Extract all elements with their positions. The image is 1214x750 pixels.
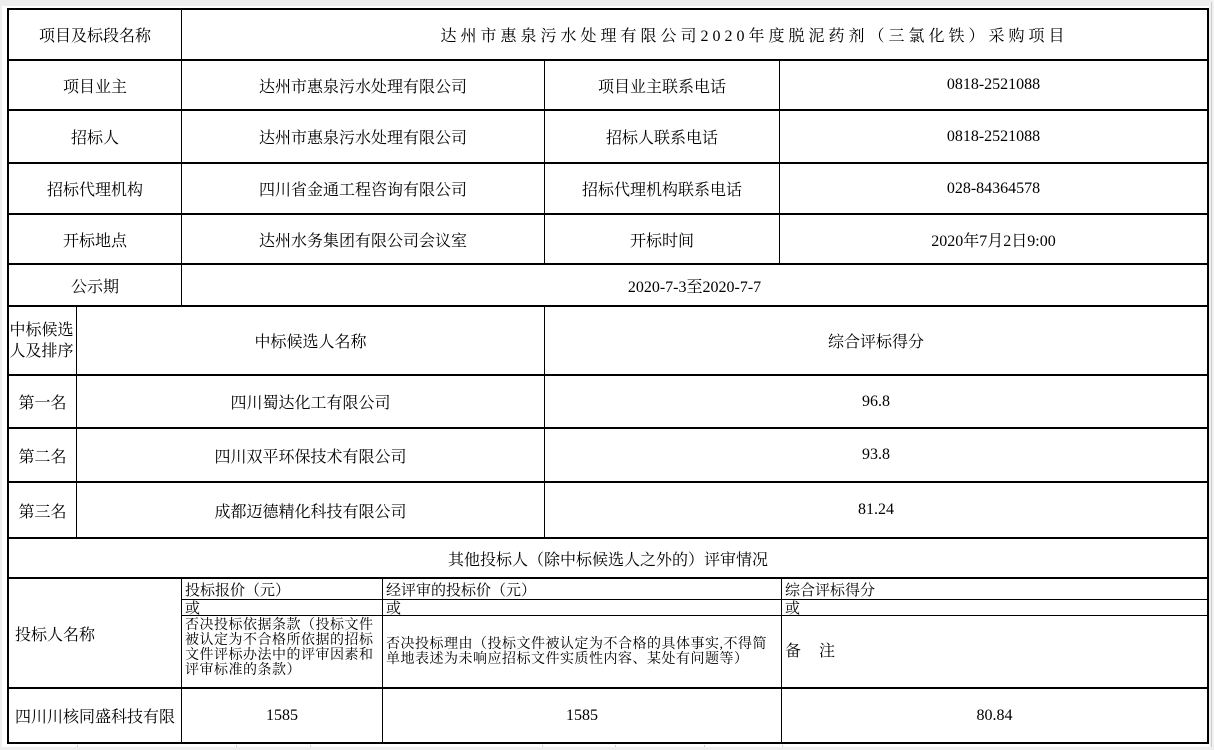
others-section-title: 其他投标人（除中标候选人之外的）评审情况 [447,551,768,569]
candidate-score: 93.8 [862,446,890,463]
score-header-cell [782,579,1207,687]
remark-header: 备 注 [785,643,837,660]
evaluated-price-header-cell [383,579,782,687]
table-row [9,111,1207,164]
other-bidder-evaluated-price: 1585 [383,689,782,742]
rejection-clause-header: 否决投标依据条款（投标文件被认定为不合格所依据的招标文件评标办法中的评审因素和评审标准的条款） [185,618,374,678]
others-section-row [9,539,1207,579]
project-name-label: 项目及标段名称 [9,10,182,59]
owner-phone-label: 项目业主联系电话 [545,61,780,109]
others-header-row [9,579,1207,689]
candidate-rank: 第一名 [9,376,77,427]
publicity-period-label: 公示期 [9,265,182,305]
opening-place-label: 开标地点 [9,215,182,263]
project-name-value: 达州市惠泉污水处理有限公司2020年度脱泥药剂（三氯化铁）采购项目 [440,28,1069,45]
bid-price-header-cell [182,579,383,687]
tenderer-label: 招标人 [9,111,182,162]
or-label: 或 [383,600,781,616]
candidate-row [9,376,1207,429]
table-row [9,10,1207,61]
candidate-rank-header: 中标候选人及排序 [9,307,77,374]
agency-value: 四川省金通工程咨询有限公司 [182,164,545,213]
agency-label: 招标代理机构 [9,164,182,213]
other-bidder-bid-price: 1585 [182,689,383,742]
table-row [9,265,1207,307]
table-row [9,61,1207,111]
owner-value: 达州市惠泉污水处理有限公司 [182,61,545,109]
candidate-name-header: 中标候选人名称 [77,307,545,374]
candidate-name: 四川双平环保技术有限公司 [77,429,545,481]
opening-time-value: 2020年7月2日9:00 [931,232,1056,250]
publicity-period-value: 2020-7-3至2020-7-7 [627,278,762,296]
candidate-score-header: 综合评标得分 [827,334,924,351]
agency-phone-value: 028-84364578 [946,179,1041,197]
owner-phone-value: 0818-2521088 [946,76,1041,93]
evaluated-price-header: 经评审的投标价（元） [383,579,781,600]
opening-time-label: 开标时间 [545,215,780,263]
candidates-header-row [9,307,1207,376]
candidate-row [9,483,1207,539]
other-bidder-name: 四川川核同盛科技有限 [9,689,182,742]
tenderer-phone-label: 招标人联系电话 [545,111,780,162]
table-row [9,215,1207,265]
agency-phone-label: 招标代理机构联系电话 [545,164,780,213]
other-bidder-row [9,689,1207,742]
tenderer-value: 达州市惠泉污水处理有限公司 [182,111,545,162]
opening-place-value: 达州水务集团有限公司会议室 [182,215,545,263]
or-label: 或 [182,600,382,616]
candidate-rank: 第二名 [9,429,77,481]
candidate-row [9,429,1207,483]
bid-price-header: 投标报价（元） [182,579,382,600]
screenshot-edge-top [0,0,1214,6]
candidate-score: 96.8 [862,392,890,410]
or-label: 或 [782,600,1207,616]
candidate-name: 四川蜀达化工有限公司 [77,376,545,427]
screenshot-edge-left [0,0,2,750]
bid-result-table [7,8,1209,744]
owner-label: 项目业主 [9,61,182,109]
candidate-score: 81.24 [858,501,894,518]
screenshot-edge-right-line [1211,2,1212,748]
tenderer-phone-value: 0818-2521088 [946,127,1041,145]
candidate-name: 成都迈德精化科技有限公司 [77,483,545,537]
table-row [9,164,1207,215]
rejection-reason-header: 否决投标理由（投标文件被认定为不合格的具体事实,不得简单地表述为未响应招标文件实质性内容、某处有问题等） [386,636,767,667]
candidate-rank: 第三名 [9,483,77,537]
bidder-name-header: 投标人名称 [9,579,182,687]
score-header: 综合评标得分 [782,579,1207,600]
other-bidder-score: 80.84 [976,706,1013,724]
